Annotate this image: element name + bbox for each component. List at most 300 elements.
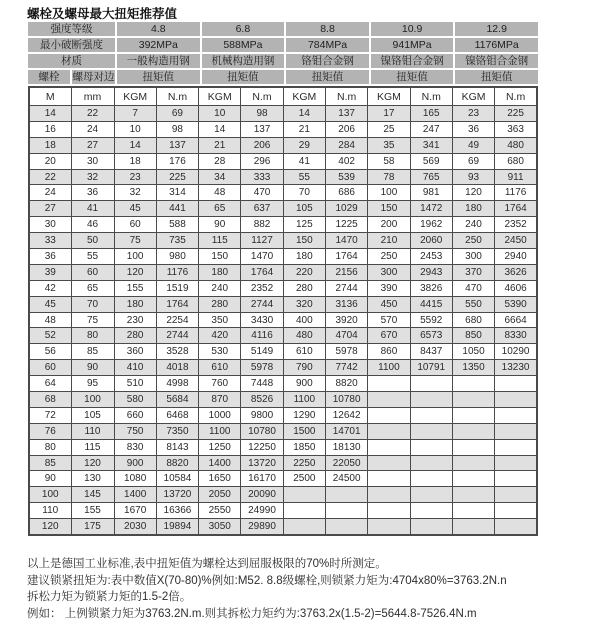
torque-cell: 60	[71, 264, 114, 280]
unit-nm: N.m	[410, 87, 452, 106]
torque-cell: 8820	[156, 455, 198, 471]
torque-cell: 23	[452, 106, 494, 122]
torque-cell: 14701	[325, 423, 367, 439]
torque-cell: 2550	[199, 503, 241, 519]
torque-cell: 115	[71, 439, 114, 455]
torque-cell: 6468	[156, 407, 198, 423]
table-row	[29, 217, 537, 233]
torque-cell: 5592	[410, 312, 452, 328]
torque-cell: 8820	[325, 376, 367, 392]
torque-cell: 1127	[241, 233, 283, 249]
torque-cell	[410, 407, 452, 423]
material-row-label: 材质	[28, 54, 115, 68]
table-row	[29, 169, 537, 185]
material-6.8: 机械构造用钢	[202, 54, 285, 68]
torque-cell: 115	[199, 233, 241, 249]
torque-cell: 25	[368, 121, 410, 137]
torque-cell: 1764	[495, 201, 537, 217]
torque-cell: 13720	[241, 455, 283, 471]
torque-cell: 680	[495, 153, 537, 169]
torque-cell: 1962	[410, 217, 452, 233]
torque-cell: 284	[325, 137, 367, 153]
torque-cell	[325, 487, 367, 503]
torque-cell	[495, 392, 537, 408]
torque-cell: 137	[241, 121, 283, 137]
torque-cell	[495, 423, 537, 439]
torque-cell: 3136	[325, 296, 367, 312]
torque-cell	[410, 392, 452, 408]
torque-cell	[410, 423, 452, 439]
torque-label-4.8: 扭矩值	[117, 70, 200, 84]
torque-cell: 13720	[156, 487, 198, 503]
torque-cell: 155	[114, 280, 156, 296]
grade-12.9: 12.9	[455, 22, 538, 36]
torque-cell: 8330	[495, 328, 537, 344]
torque-cell: 2744	[325, 280, 367, 296]
torque-cell: 24990	[241, 503, 283, 519]
torque-cell: 175	[71, 519, 114, 535]
torque-cell: 363	[495, 121, 537, 137]
torque-cell	[368, 407, 410, 423]
torque-cell: 24	[29, 185, 71, 201]
torque-table	[28, 86, 538, 536]
torque-cell: 22	[71, 106, 114, 122]
torque-cell: 280	[114, 328, 156, 344]
torque-cell: 120	[71, 455, 114, 471]
torque-cell: 5684	[156, 392, 198, 408]
table-row	[29, 519, 537, 535]
torque-cell: 790	[283, 360, 325, 376]
torque-cell: 980	[156, 249, 198, 265]
torque-cell	[325, 519, 367, 535]
grade-8.8: 8.8	[286, 22, 369, 36]
torque-cell: 882	[241, 217, 283, 233]
torque-cell: 14	[114, 137, 156, 153]
torque-cell: 42	[29, 280, 71, 296]
torque-cell	[452, 455, 494, 471]
torque-cell: 80	[29, 439, 71, 455]
torque-cell: 3826	[410, 280, 452, 296]
torque-cell: 686	[325, 185, 367, 201]
torque-cell: 41	[283, 153, 325, 169]
torque-cell: 52	[29, 328, 71, 344]
torque-cell: 8437	[410, 344, 452, 360]
table-row	[29, 153, 537, 169]
torque-cell: 750	[114, 423, 156, 439]
torque-cell: 300	[452, 249, 494, 265]
torque-label-6.8: 扭矩值	[202, 70, 285, 84]
torque-cell: 64	[29, 376, 71, 392]
torque-cell: 240	[199, 280, 241, 296]
torque-cell: 4606	[495, 280, 537, 296]
torque-cell: 7448	[241, 376, 283, 392]
torque-cell: 60	[114, 217, 156, 233]
unit-nm: N.m	[325, 87, 367, 106]
torque-cell: 250	[368, 249, 410, 265]
torque-cell: 333	[241, 169, 283, 185]
torque-label-12.9: 扭矩值	[455, 70, 538, 84]
torque-cell: 29890	[241, 519, 283, 535]
table-row	[29, 185, 537, 201]
torque-cell	[368, 392, 410, 408]
torque-cell: 12250	[241, 439, 283, 455]
torque-cell: 830	[114, 439, 156, 455]
torque-cell: 78	[368, 169, 410, 185]
torque-cell: 1350	[452, 360, 494, 376]
table-row	[29, 106, 537, 122]
torque-label-10.9: 扭矩值	[371, 70, 454, 84]
torque-cell: 3050	[199, 519, 241, 535]
table-row	[29, 439, 537, 455]
torque-cell: 280	[283, 280, 325, 296]
torque-cell	[495, 407, 537, 423]
torque-cell: 75	[114, 233, 156, 249]
torque-cell: 1472	[410, 201, 452, 217]
torque-cell: 8526	[241, 392, 283, 408]
torque-cell: 2060	[410, 233, 452, 249]
torque-cell	[452, 376, 494, 392]
torque-cell: 2156	[325, 264, 367, 280]
torque-cell: 22050	[325, 455, 367, 471]
torque-cell: 250	[452, 233, 494, 249]
torque-cell: 247	[410, 121, 452, 137]
torque-cell	[452, 407, 494, 423]
torque-cell: 180	[199, 264, 241, 280]
torque-cell: 100	[368, 185, 410, 201]
torque-cell: 14	[199, 121, 241, 137]
torque-cell: 150	[283, 233, 325, 249]
unit-nm: N.m	[156, 87, 198, 106]
torque-cell: 1250	[199, 439, 241, 455]
unit-kgm: KGM	[199, 87, 241, 106]
page-title: 螺栓及螺母最大扭矩推荐值	[27, 7, 178, 21]
torque-cell: 350	[199, 312, 241, 328]
torque-cell: 3528	[156, 344, 198, 360]
torque-cell: 30	[71, 153, 114, 169]
table-row	[29, 264, 537, 280]
torque-cell: 2744	[241, 296, 283, 312]
table-row	[29, 233, 537, 249]
torque-cell: 1470	[241, 249, 283, 265]
torque-cell: 17	[368, 106, 410, 122]
torque-cell: 46	[71, 217, 114, 233]
strength-row-label: 最小破断强度	[28, 38, 115, 52]
torque-cell: 98	[156, 121, 198, 137]
torque-cell: 480	[495, 137, 537, 153]
torque-cell: 69	[156, 106, 198, 122]
torque-cell: 155	[71, 503, 114, 519]
torque-cell: 90	[29, 471, 71, 487]
torque-cell: 20	[29, 153, 71, 169]
torque-cell: 29	[283, 137, 325, 153]
torque-cell: 58	[368, 153, 410, 169]
torque-cell: 28	[199, 153, 241, 169]
table-row	[29, 312, 537, 328]
torque-cell: 300	[368, 264, 410, 280]
torque-cell: 48	[29, 312, 71, 328]
torque-cell: 2450	[495, 233, 537, 249]
torque-cell: 100	[114, 249, 156, 265]
torque-cell: 6573	[410, 328, 452, 344]
unit-kgm: KGM	[368, 87, 410, 106]
torque-cell: 137	[156, 137, 198, 153]
torque-cell: 2352	[495, 217, 537, 233]
torque-cell: 105	[283, 201, 325, 217]
table-row	[29, 296, 537, 312]
torque-cell: 1519	[156, 280, 198, 296]
torque-cell: 2453	[410, 249, 452, 265]
torque-cell: 90	[199, 217, 241, 233]
torque-cell: 70	[71, 296, 114, 312]
torque-cell: 100	[29, 487, 71, 503]
torque-cell: 80	[71, 328, 114, 344]
torque-cell: 27	[29, 201, 71, 217]
torque-cell: 6664	[495, 312, 537, 328]
torque-cell: 860	[368, 344, 410, 360]
torque-cell: 280	[199, 296, 241, 312]
torque-cell: 660	[114, 407, 156, 423]
torque-cell: 18	[29, 137, 71, 153]
torque-cell: 1080	[114, 471, 156, 487]
torque-cell	[410, 471, 452, 487]
torque-cell: 36	[29, 249, 71, 265]
torque-cell: 10	[114, 121, 156, 137]
torque-cell: 390	[368, 280, 410, 296]
torque-cell: 14	[29, 106, 71, 122]
torque-cell	[495, 519, 537, 535]
torque-cell: 1670	[114, 503, 156, 519]
torque-cell: 41	[71, 201, 114, 217]
torque-cell: 24500	[325, 471, 367, 487]
torque-cell: 32	[71, 169, 114, 185]
table-row	[29, 487, 537, 503]
strength-8.8: 784MPa	[286, 38, 369, 52]
torque-cell: 470	[452, 280, 494, 296]
torque-cell: 1050	[452, 344, 494, 360]
grade-row-label: 强度等级	[28, 22, 115, 36]
torque-cell: 1650	[199, 471, 241, 487]
torque-cell: 1100	[368, 360, 410, 376]
strength-6.8: 588MPa	[202, 38, 285, 52]
torque-cell: 16366	[156, 503, 198, 519]
grade-4.8: 4.8	[117, 22, 200, 36]
torque-cell: 20090	[241, 487, 283, 503]
torque-cell: 402	[325, 153, 367, 169]
torque-cell: 70	[283, 185, 325, 201]
torque-cell	[283, 503, 325, 519]
torque-cell	[452, 503, 494, 519]
footer-line-4: 例如： 上例锁紧力矩为3763.2N.m.则其拆松力矩约为:3763.2x(1.5-2)=5644.8-7526.4N.m	[27, 607, 477, 620]
torque-cell: 206	[325, 121, 367, 137]
footer-line-3: 拆松力矩为锁紧力矩的1.5-2倍。	[27, 591, 192, 603]
torque-cell: 4415	[410, 296, 452, 312]
torque-cell	[325, 503, 367, 519]
torque-cell: 39	[29, 264, 71, 280]
torque-cell: 22	[29, 169, 71, 185]
torque-cell: 27	[71, 137, 114, 153]
torque-cell: 1000	[199, 407, 241, 423]
torque-cell: 2050	[199, 487, 241, 503]
torque-cell: 36	[71, 185, 114, 201]
torque-cell: 35	[368, 137, 410, 153]
footer-notes	[27, 556, 602, 622]
torque-cell: 45	[114, 201, 156, 217]
torque-cell	[368, 439, 410, 455]
material-8.8: 铬钼合金钢	[286, 54, 369, 68]
torque-cell	[410, 519, 452, 535]
torque-cell	[368, 376, 410, 392]
torque-cell: 85	[29, 455, 71, 471]
torque-cell: 441	[156, 201, 198, 217]
torque-cell: 10	[199, 106, 241, 122]
torque-cell: 13230	[495, 360, 537, 376]
torque-cell: 8143	[156, 439, 198, 455]
torque-cell: 98	[241, 106, 283, 122]
torque-cell: 5978	[325, 344, 367, 360]
torque-cell: 981	[410, 185, 452, 201]
torque-cell: 180	[452, 201, 494, 217]
table-header-grid	[28, 22, 538, 84]
torque-cell: 4018	[156, 360, 198, 376]
torque-cell: 100	[71, 392, 114, 408]
torque-cell	[452, 423, 494, 439]
torque-cell: 900	[114, 455, 156, 471]
torque-cell: 34	[199, 169, 241, 185]
table-row	[29, 328, 537, 344]
material-4.8: 一般构造用钢	[117, 54, 200, 68]
torque-cell	[410, 503, 452, 519]
torque-cell: 1400	[199, 455, 241, 471]
torque-cell: 50	[71, 233, 114, 249]
torque-cell: 32	[114, 185, 156, 201]
torque-cell	[410, 487, 452, 503]
torque-cell: 24	[71, 121, 114, 137]
torque-cell: 16	[29, 121, 71, 137]
torque-cell	[452, 471, 494, 487]
torque-cell: 19894	[156, 519, 198, 535]
torque-cell: 1176	[156, 264, 198, 280]
table-row	[29, 423, 537, 439]
torque-cell: 1029	[325, 201, 367, 217]
torque-cell: 68	[29, 392, 71, 408]
torque-cell: 72	[29, 407, 71, 423]
footer-line-1: 以上是德国工业标准,表中扭矩值为螺栓达到屈服极限的70%时所测定。	[27, 558, 387, 570]
torque-cell	[410, 376, 452, 392]
strength-12.9: 1176MPa	[455, 38, 538, 52]
torque-cell: 1470	[325, 233, 367, 249]
torque-cell: 210	[368, 233, 410, 249]
torque-cell	[368, 503, 410, 519]
torque-cell: 21	[283, 121, 325, 137]
torque-cell: 176	[156, 153, 198, 169]
torque-cell: 76	[29, 423, 71, 439]
torque-cell: 10584	[156, 471, 198, 487]
torque-cell	[452, 519, 494, 535]
torque-cell	[368, 455, 410, 471]
torque-cell: 539	[325, 169, 367, 185]
torque-cell: 93	[452, 169, 494, 185]
torque-cell: 75	[71, 312, 114, 328]
torque-cell: 530	[199, 344, 241, 360]
torque-cell: 10290	[495, 344, 537, 360]
torque-cell: 550	[452, 296, 494, 312]
torque-cell: 200	[368, 217, 410, 233]
torque-cell: 180	[283, 249, 325, 265]
torque-cell: 360	[114, 344, 156, 360]
unit-nm: N.m	[495, 87, 537, 106]
torque-cell: 125	[283, 217, 325, 233]
torque-cell: 225	[156, 169, 198, 185]
torque-cell	[452, 439, 494, 455]
torque-cell: 7742	[325, 360, 367, 376]
torque-cell: 2744	[156, 328, 198, 344]
torque-cell: 120	[29, 519, 71, 535]
unit-kgm: KGM	[114, 87, 156, 106]
unit-m: M	[29, 87, 71, 106]
unit-kgm: KGM	[452, 87, 494, 106]
torque-cell: 60	[29, 360, 71, 376]
table-row	[29, 471, 537, 487]
torque-cell	[495, 487, 537, 503]
table-row	[29, 455, 537, 471]
footer-line-2: 建议锁紧扭矩为:表中数值X(70-80)%例如:M52. 8.8级螺栓,则锁紧力矩为:4704x80%=3763.2N.n	[27, 574, 507, 587]
torque-cell: 410	[114, 360, 156, 376]
torque-table-body	[29, 106, 537, 536]
torque-cell: 5978	[241, 360, 283, 376]
torque-cell: 1764	[325, 249, 367, 265]
torque-cell: 4116	[241, 328, 283, 344]
torque-cell	[495, 471, 537, 487]
torque-cell: 765	[410, 169, 452, 185]
torque-cell	[452, 392, 494, 408]
torque-cell: 3920	[325, 312, 367, 328]
table-row	[29, 407, 537, 423]
torque-cell: 5390	[495, 296, 537, 312]
torque-cell: 320	[283, 296, 325, 312]
strength-4.8: 392MPa	[117, 38, 200, 52]
table-row	[29, 344, 537, 360]
torque-cell: 55	[283, 169, 325, 185]
unit-mm: mm	[71, 87, 114, 106]
table-row	[29, 249, 537, 265]
table-row	[29, 280, 537, 296]
torque-cell: 145	[71, 487, 114, 503]
torque-cell: 10791	[410, 360, 452, 376]
torque-cell: 1290	[283, 407, 325, 423]
torque-cell: 45	[29, 296, 71, 312]
torque-cell: 105	[71, 407, 114, 423]
torque-cell: 760	[199, 376, 241, 392]
torque-cell: 4704	[325, 328, 367, 344]
torque-cell: 2500	[283, 471, 325, 487]
torque-cell: 296	[241, 153, 283, 169]
torque-cell: 12642	[325, 407, 367, 423]
torque-cell: 69	[452, 153, 494, 169]
torque-cell: 1764	[156, 296, 198, 312]
torque-cell: 450	[368, 296, 410, 312]
torque-cell: 137	[325, 106, 367, 122]
torque-cell: 1100	[283, 392, 325, 408]
torque-cell: 2940	[495, 249, 537, 265]
torque-cell	[368, 471, 410, 487]
torque-cell: 510	[114, 376, 156, 392]
torque-cell: 14	[283, 106, 325, 122]
torque-cell: 240	[452, 217, 494, 233]
torque-cell: 1400	[114, 487, 156, 503]
torque-cell: 637	[241, 201, 283, 217]
torque-cell: 225	[495, 106, 537, 122]
torque-cell: 470	[241, 185, 283, 201]
